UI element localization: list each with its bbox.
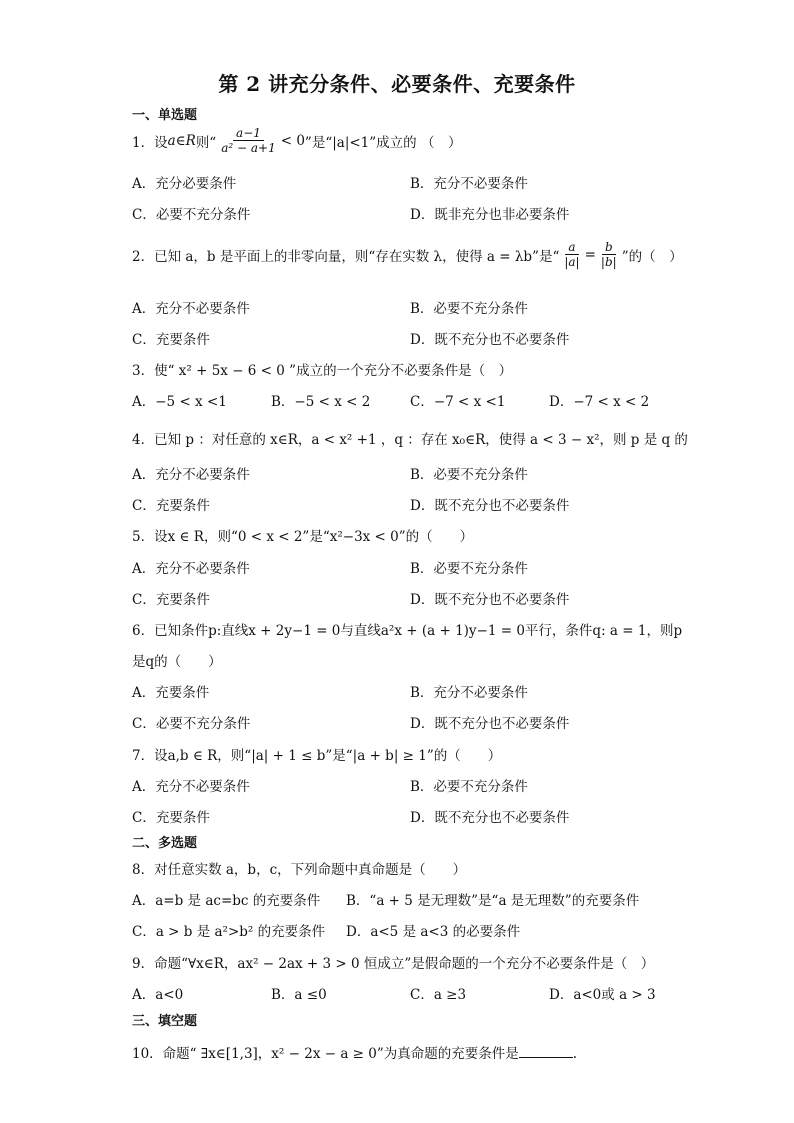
q4-option-c: C．充要条件 <box>132 498 210 514</box>
q1-option-d: D．既非充分也非必要条件 <box>410 207 570 223</box>
q1-option-b: B．充分不必要条件 <box>410 176 528 192</box>
question-2 <box>132 240 683 269</box>
q2-option-a: A．充分不必要条件 <box>132 301 250 317</box>
section-heading-fill: 三、填空题 <box>132 1014 198 1029</box>
q2-equals: = <box>584 246 596 263</box>
q1-option-c: C．必要不充分条件 <box>132 207 251 223</box>
q1-numerator: a−1 <box>233 126 264 141</box>
question-1 <box>132 126 461 155</box>
question-10 <box>132 1042 577 1062</box>
q2-fraction-a-num: a <box>565 240 578 255</box>
q9-option-c: C．a ≥3 <box>410 987 467 1003</box>
q10-end: . <box>572 1046 578 1062</box>
question-8: 8．对任意实数 a，b，c，下列命题中真命题是（ ） <box>132 862 467 878</box>
q7-option-a: A．充分不必要条件 <box>132 779 250 795</box>
q2-option-c: C．充要条件 <box>132 332 210 348</box>
q5-option-d: D．既不充分也不必要条件 <box>410 592 570 608</box>
q1-prefix: 1．设 <box>132 134 168 151</box>
q9-option-d: D．a<0或 a > 3 <box>549 987 656 1003</box>
q2-fraction-b-num: b <box>602 240 616 255</box>
q7-option-c: C．充要条件 <box>132 810 210 826</box>
q5-option-a: A．充分不必要条件 <box>132 561 250 577</box>
question-4: 4．已知 p ：对任意的 x∈R，a < x² +1 ，q ：存在 x₀∈R，使得 a < 3 − x²，则 p 是 q 的 <box>132 432 688 448</box>
q7-option-b: B．必要不充分条件 <box>410 779 528 795</box>
q10-answer-blank[interactable] <box>519 1045 573 1058</box>
q8-option-a: A．a=b 是 ac=bc 的充要条件 <box>132 893 321 909</box>
q6-option-c: C．必要不充分条件 <box>132 716 251 732</box>
question-3: 3．使“ x² + 5x − 6 < 0 ”成立的一个充分不必要条件是（ ） <box>132 363 513 379</box>
q2-fraction-a-den: |a| <box>564 255 580 269</box>
question-6-line-1: 6．已知条件p:直线x + 2y−1 = 0与直线a²x + (a + 1)y−1 = 0平行，条件q: a = 1，则p <box>132 623 683 639</box>
q6-option-b: B．充分不必要条件 <box>410 685 528 701</box>
q10-text: 10．命题“ ∃x∈[1,3]，x² − 2x − a ≥ 0”为真命题的充要条件是 <box>132 1046 519 1062</box>
q2-suffix: ”的（ ） <box>621 248 683 265</box>
q8-option-d: D．a<5 是 a<3 的必要条件 <box>346 924 521 940</box>
q2-fraction-b-den: |b| <box>600 255 617 269</box>
q3-option-a: A．−5 < x <1 <box>132 394 227 410</box>
q1-lt0: < 0 <box>280 132 305 149</box>
q1-option-a: A．充分必要条件 <box>132 176 237 192</box>
q4-option-a: A．充分不必要条件 <box>132 467 250 483</box>
q1-set: a∈R <box>167 132 196 149</box>
question-9: 9．命题“∀x∈R，ax² − 2ax + 3 > 0 恒成立”是假命题的一个充分不必要条件是（ ） <box>132 956 655 972</box>
q6-option-d: D．既不充分也不必要条件 <box>410 716 570 732</box>
q3-option-b: B．−5 < x < 2 <box>271 394 371 410</box>
question-6-line-2: 是q的（ ） <box>132 654 222 670</box>
q5-option-b: B．必要不充分条件 <box>410 561 528 577</box>
section-heading-single: 一、单选题 <box>132 108 198 123</box>
q5-option-c: C．充要条件 <box>132 592 210 608</box>
q2-fraction-a <box>561 240 582 269</box>
q4-option-d: D．既不充分也不必要条件 <box>410 498 570 514</box>
section-heading-multi: 二、多选题 <box>132 836 198 851</box>
q3-option-d: D．−7 < x < 2 <box>549 394 650 410</box>
q2-option-b: B．必要不充分条件 <box>410 301 528 317</box>
q8-option-c: C．a > b 是 a²>b² 的充要条件 <box>132 924 326 940</box>
q8-option-b: B．“a + 5 是无理数”是“a 是无理数”的充要条件 <box>346 893 640 909</box>
q2-text: 2．已知 a，b 是平面上的非零向量，则“存在实数 λ，使得 a = λb”是“ <box>132 248 560 265</box>
q2-fraction-b <box>598 240 620 269</box>
q2-option-d: D．既不充分也不必要条件 <box>410 332 570 348</box>
q7-option-d: D．既不充分也不必要条件 <box>410 810 570 826</box>
question-7: 7．设a,b ∈ R，则“|a| + 1 ≤ b”是“|a + b| ≥ 1”的（ ） <box>132 748 502 764</box>
q6-option-a: A．充要条件 <box>132 685 210 701</box>
q9-option-a: A．a<0 <box>132 987 184 1003</box>
q1-denominator: a² − a+1 <box>221 141 276 155</box>
q1-mid: 则“ <box>195 134 217 151</box>
q9-option-b: B．a ≤0 <box>271 987 327 1003</box>
q1-fraction <box>218 126 279 155</box>
q1-suffix: ”是“|a|<1”成立的 （ ） <box>304 134 462 151</box>
page-title: 第 2 讲充分条件、必要条件、充要条件 <box>218 72 576 96</box>
q4-option-b: B．必要不充分条件 <box>410 467 528 483</box>
question-5: 5．设x ∈ R，则“0 < x < 2”是“x²−3x < 0”的（ ） <box>132 529 474 545</box>
q3-option-c: C．−7 < x <1 <box>410 394 506 410</box>
